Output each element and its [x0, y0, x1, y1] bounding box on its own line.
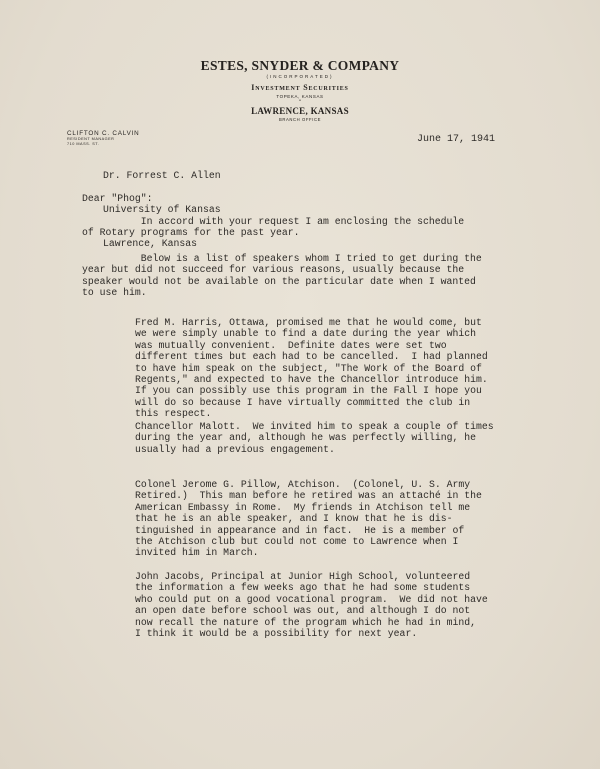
text-line: Regents," and expected to have the Chancellor introduce him. — [135, 374, 488, 386]
text-line: that he is an able speaker, and I know that he is dis- — [135, 513, 453, 525]
letterhead-business: Investment Securities — [251, 83, 349, 92]
letterhead-incorporated: (INCORPORATED) — [266, 74, 334, 79]
manager-address: 710 MASS. ST. — [67, 142, 100, 146]
text-line: during the year and, although he was perfectly willing, he — [135, 432, 476, 444]
text-line: In accord with your request I am enclosing the schedule — [82, 216, 465, 227]
text-line: Retired.) This man before he retired was an attaché in the — [135, 490, 482, 502]
paragraph-speakers-intro — [82, 253, 482, 299]
text-line: this respect. — [135, 408, 212, 420]
text-line: will do so because I have virtually committed the club in — [135, 396, 471, 408]
text-line: If you can possibly use this program in the Fall I hope you — [135, 385, 482, 397]
speaker-malott — [135, 421, 494, 455]
text-line: the Atchison club but could not come to Lawrence when I — [135, 536, 459, 548]
text-line: Below is a list of speakers whom I tried to get during the — [82, 253, 482, 264]
text-line: John Jacobs, Principal at Junior High School, volunteered — [135, 571, 471, 582]
text-line: year but did not succeed for various reasons, usually because the — [82, 264, 465, 276]
manager-title: RESIDENT MANAGER — [67, 137, 115, 141]
manager-name: CLIFTON C. CALVIN — [67, 130, 140, 137]
text-line: American Embassy in Rome. My friends in Atchison tell me — [135, 501, 471, 513]
text-line: Chancellor Malott. We invited him to speak a couple of times — [135, 421, 494, 432]
speaker-harris — [135, 317, 488, 420]
text-line: the information a few weeks ago that he had some students — [135, 582, 471, 594]
letter-date: June 17, 1941 — [417, 134, 496, 145]
recipient-line: Lawrence, Kansas — [103, 238, 198, 250]
speaker-jacobs — [135, 571, 488, 639]
text-line: speaker would not be available on the particular date when I wanted — [82, 275, 476, 287]
recipient-line: University of Kansas — [103, 204, 221, 216]
paragraph-enclosure — [82, 216, 464, 239]
text-line: now recall the nature of the program which he had in mind, — [135, 616, 476, 628]
text-line: to have him speak on the subject, "The Work of the Board of — [135, 362, 482, 374]
manager-block — [67, 130, 140, 147]
text-line: an open date before school was out, and although I do not — [135, 605, 471, 617]
text-line: invited him in March. — [135, 547, 259, 559]
text-line: we were simply unable to find a date during the year which — [135, 328, 476, 340]
text-line: to use him. — [82, 287, 147, 299]
letterhead-branch-label: BRANCH OFFICE — [279, 117, 321, 122]
text-line: Colonel Jerome G. Pillow, Atchison. (Colonel, U. S. Army — [135, 479, 471, 490]
text-line: different times but each had to be cancelled. I had planned — [135, 351, 488, 363]
letterhead-separator: • — [299, 99, 301, 104]
letterhead-firm: ESTES, SNYDER & COMPANY — [200, 58, 400, 73]
text-line: tinguished in appearance and in fact. He is a member of — [135, 524, 465, 536]
letterhead-branch-city: LAWRENCE, KANSAS — [251, 106, 349, 116]
text-line: I think it would be a possibility for next year. — [135, 628, 418, 640]
speaker-pillow — [135, 479, 482, 559]
text-line: usually had a previous engagement. — [135, 443, 335, 455]
text-line: of Rotary programs for the past year. — [82, 227, 300, 239]
letterhead-hq: TOPEKA, KANSAS — [276, 94, 324, 99]
recipient-line: Dr. Forrest C. Allen — [103, 169, 221, 181]
text-line: Fred M. Harris, Ottawa, promised me that he would come, but — [135, 317, 482, 328]
salutation: Dear "Phog": — [82, 193, 153, 204]
text-line: was mutually convenient. Definite dates were set two — [135, 339, 447, 351]
text-line: who could put on a good vocational program. We did not have — [135, 593, 488, 605]
